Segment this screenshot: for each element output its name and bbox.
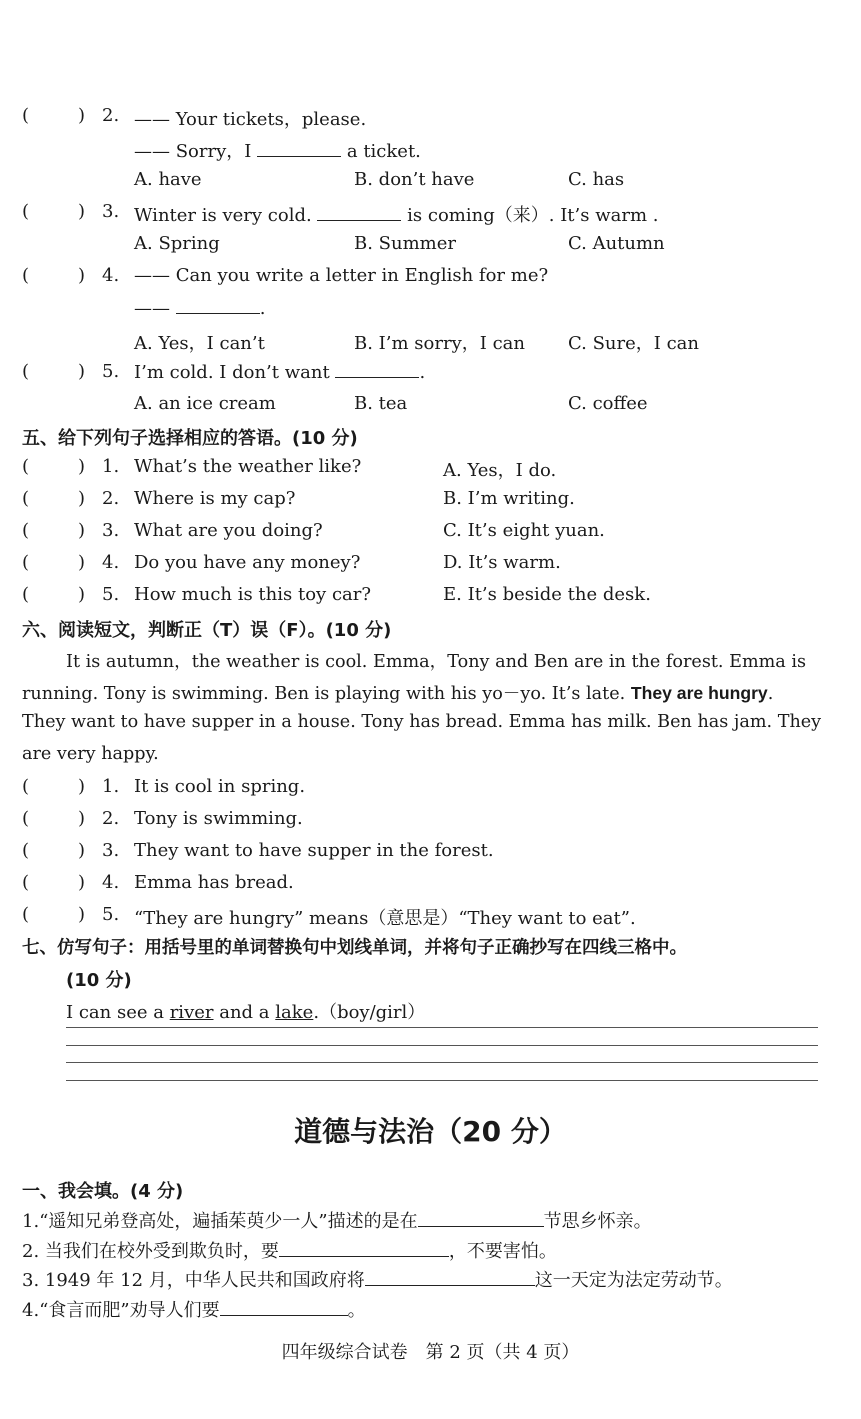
question-text: Winter is very cold. is coming（来）. It’s warm . bbox=[134, 205, 659, 226]
fill-item: 4.“食言而肥”劝导人们要 。 bbox=[22, 1300, 366, 1321]
answer-parenthesis[interactable]: ( ) bbox=[22, 201, 86, 222]
grid-line bbox=[66, 1027, 818, 1028]
passage-line: It is autumn，the weather is cool. Emma，Tony and Ben are in the forest. Emma is bbox=[66, 652, 807, 672]
option-c: C. has bbox=[568, 169, 625, 190]
question-text: Do you have any money? bbox=[134, 552, 361, 573]
fill-item: 1.“遥知兄弟登高处，遍插茱萸少一人”描述的是在 节思乡怀亲。 bbox=[22, 1211, 652, 1232]
fill-item: 3. 1949 年 12 月，中华人民共和国政府将 这一天定为法定劳动节。 bbox=[22, 1270, 733, 1291]
dialogue-line: —— Can you write a letter in English for me? bbox=[134, 265, 549, 286]
dialogue-line bbox=[134, 137, 421, 163]
answer-parenthesis[interactable]: ( ) bbox=[22, 872, 86, 893]
fill-blank[interactable] bbox=[335, 361, 419, 378]
answer-option: B. I’m writing. bbox=[443, 488, 575, 509]
fill-blank[interactable] bbox=[176, 297, 260, 314]
statement-text: Tony is swimming. bbox=[134, 808, 303, 829]
question-text: How much is this toy car? bbox=[134, 584, 372, 605]
statement-text: Emma has bread. bbox=[134, 872, 294, 893]
subject-title: 道德与法治（20 分） bbox=[294, 1115, 567, 1148]
statement-text: They want to have supper in the forest. bbox=[134, 840, 494, 861]
passage-line: They want to have supper in a house. Tony has bread. Emma has milk. Ben has jam. They bbox=[22, 712, 822, 732]
grid-line bbox=[66, 1080, 818, 1081]
answer-option: C. It’s eight yuan. bbox=[443, 520, 605, 541]
question-text: What’s the weather like? bbox=[134, 456, 362, 477]
section-5-title: 五、给下列句子选择相应的答语。(10 分) bbox=[22, 428, 358, 449]
option-a: A. Spring bbox=[134, 233, 220, 254]
answer-parenthesis[interactable]: ( ) bbox=[22, 584, 86, 605]
fill-blank[interactable] bbox=[365, 1269, 535, 1286]
section-7-points: (10 分) bbox=[66, 970, 132, 991]
question-number: 3. bbox=[102, 520, 120, 541]
page-footer: 四年级综合试卷 第 2 页（共 4 页） bbox=[281, 1342, 580, 1363]
section-7-title: 七、仿写句子：用括号里的单词替换句中划线单词，并将句子正确抄写在四线三格中。 bbox=[22, 938, 687, 958]
answer-parenthesis[interactable]: ( ) bbox=[22, 488, 86, 509]
dialogue-text: a ticket. bbox=[346, 141, 421, 162]
dialogue-line: —— Your tickets，please. bbox=[134, 109, 367, 130]
question-number: 2. bbox=[102, 808, 120, 829]
answer-parenthesis[interactable]: ( ) bbox=[22, 265, 86, 286]
section-6-title: 六、阅读短文，判断正（T）误（F）。(10 分) bbox=[22, 620, 392, 641]
question-number: 3. bbox=[102, 840, 120, 861]
statement-text: “They are hungry” means（意思是）“They want to eat”. bbox=[134, 908, 636, 929]
moral-section-1-title: 一、我会填。(4 分) bbox=[22, 1181, 184, 1202]
question-number: 3. bbox=[102, 201, 120, 222]
question-number: 4. bbox=[102, 265, 120, 286]
answer-parenthesis[interactable]: ( ) bbox=[22, 552, 86, 573]
question-number: 1. bbox=[102, 776, 120, 797]
statement-text: It is cool in spring. bbox=[134, 776, 306, 797]
option-a: A. an ice cream bbox=[134, 393, 276, 414]
passage-line: are very happy. bbox=[22, 744, 159, 764]
option-c: C. Autumn bbox=[568, 233, 665, 254]
option-b: B. I’m sorry，I can bbox=[354, 333, 525, 354]
answer-parenthesis[interactable]: ( ) bbox=[22, 361, 86, 382]
answer-parenthesis[interactable]: ( ) bbox=[22, 808, 86, 829]
question-number: 5. bbox=[102, 361, 120, 382]
fill-item: 2. 当我们在校外受到欺负时，要 ，不要害怕。 bbox=[22, 1241, 557, 1262]
passage-line: running. Tony is swimming. Ben is playing with his yo－yo. It’s late. They are hungry. bbox=[22, 683, 774, 704]
option-b: B. don’t have bbox=[354, 169, 475, 190]
question-number: 5. bbox=[102, 584, 120, 605]
question-number: 4. bbox=[102, 872, 120, 893]
answer-option: D. It’s warm. bbox=[443, 552, 561, 573]
question-number: 2. bbox=[102, 105, 120, 126]
fill-blank[interactable] bbox=[317, 204, 401, 221]
bold-phrase: They are hungry bbox=[630, 683, 768, 703]
underlined-word: river bbox=[169, 1002, 214, 1023]
fill-blank[interactable] bbox=[279, 1240, 449, 1257]
answer-parenthesis[interactable]: ( ) bbox=[22, 456, 86, 477]
question-number: 4. bbox=[102, 552, 120, 573]
grid-line bbox=[66, 1062, 818, 1063]
option-b: B. tea bbox=[354, 393, 408, 414]
option-c: C. Sure，I can bbox=[568, 333, 699, 354]
question-number: 5. bbox=[102, 904, 120, 925]
fill-blank[interactable] bbox=[220, 1299, 348, 1316]
question-number: 1. bbox=[102, 456, 120, 477]
answer-option: E. It’s beside the desk. bbox=[443, 584, 651, 605]
dialogue-line: —— . bbox=[134, 298, 266, 319]
option-c: C. coffee bbox=[568, 393, 648, 414]
answer-parenthesis[interactable]: ( ) bbox=[22, 105, 86, 126]
option-b: B. Summer bbox=[354, 233, 456, 254]
underlined-word: lake bbox=[275, 1002, 314, 1023]
option-a: A. have bbox=[134, 169, 202, 190]
grid-line bbox=[66, 1045, 818, 1046]
fill-blank[interactable] bbox=[257, 140, 341, 157]
question-text: Where is my cap? bbox=[134, 488, 296, 509]
dialogue-text: —— Sorry，I bbox=[134, 141, 252, 162]
question-text: I’m cold. I don’t want . bbox=[134, 362, 426, 383]
answer-parenthesis[interactable]: ( ) bbox=[22, 904, 86, 925]
answer-parenthesis[interactable]: ( ) bbox=[22, 840, 86, 861]
fill-blank[interactable] bbox=[418, 1210, 544, 1227]
answer-option: A. Yes，I do. bbox=[443, 460, 557, 481]
question-text: What are you doing? bbox=[134, 520, 323, 541]
answer-parenthesis[interactable]: ( ) bbox=[22, 520, 86, 541]
model-sentence: I can see a river and a lake.（boy/girl） bbox=[66, 1002, 426, 1023]
option-a: A. Yes，I can’t bbox=[134, 333, 265, 354]
answer-parenthesis[interactable]: ( ) bbox=[22, 776, 86, 797]
question-number: 2. bbox=[102, 488, 120, 509]
